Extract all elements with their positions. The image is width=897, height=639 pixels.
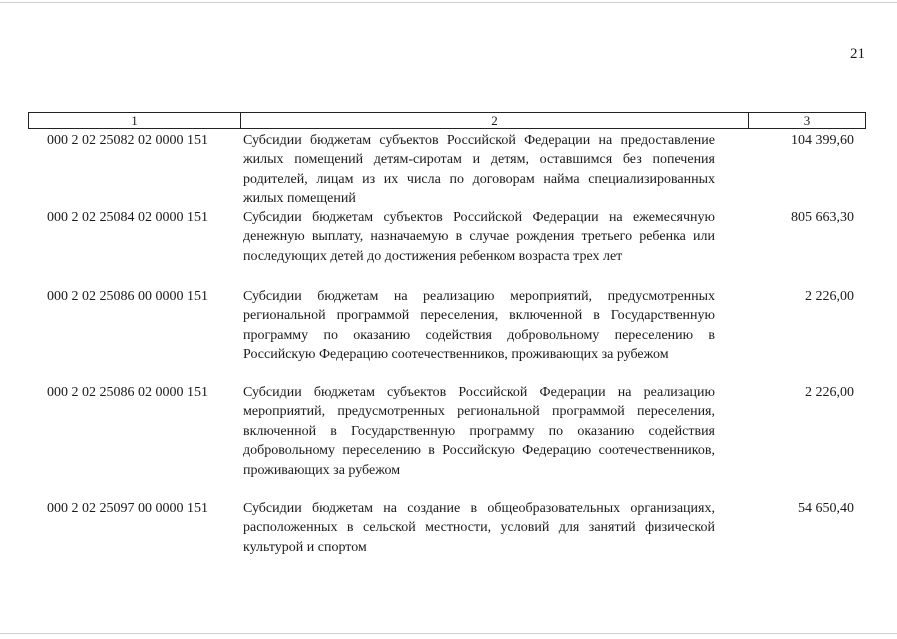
column-header-1: 1: [29, 113, 241, 128]
row-description: Субсидии бюджетам субъектов Российской Федерации на ежемесячную денежную выплату, назначаемую в случае рождения третьего ребенка или последующих детей до достижения ребенком возраста трех лет: [243, 210, 715, 264]
row-description: Субсидии бюджетам на создание в общеобразовательных организациях, расположенных в сельской местности, условий для занятий физической культурой и спортом: [243, 501, 715, 555]
column-header-3: 3: [803, 113, 811, 128]
row-amount: 805 663,30: [791, 210, 854, 225]
budget-code: 000 2 02 25082 02 0000 151: [47, 133, 208, 148]
row-description: Субсидии бюджетам на реализацию мероприятий, предусмотренных региональной программой переселения, включенной в Государственную программу по оказанию содействия добровольному переселению в Российскую Федерацию соотечественников, проживающих за рубежом: [243, 289, 715, 363]
budget-code: 000 2 02 25097 00 0000 151: [47, 501, 208, 516]
scan-bottom-edge: [0, 633, 897, 634]
table-header: [28, 112, 866, 129]
row-amount: 2 226,00: [805, 385, 854, 400]
row-amount: 2 226,00: [805, 289, 854, 304]
column-header-2: 2: [241, 113, 749, 128]
page-number: 21: [850, 46, 865, 62]
row-description: Субсидии бюджетам субъектов Российской Федерации на реализацию мероприятий, предусмотренных региональной программой переселения, включенной в Государственную программу по оказанию содействия добровольному переселению в Российскую Федерацию соотечественников, проживающих за рубежом: [243, 385, 715, 478]
budget-code: 000 2 02 25084 02 0000 151: [47, 210, 208, 225]
row-amount: 54 650,40: [798, 501, 854, 516]
budget-code: 000 2 02 25086 00 0000 151: [47, 289, 208, 304]
row-description: Субсидии бюджетам субъектов Российской Федерации на предоставление жилых помещений детям-сиротам и детям, оставшимся без попечения родителей, лицам из их числа по договорам найма специализированных жилых помещений: [243, 133, 715, 207]
budget-code: 000 2 02 25086 02 0000 151: [47, 385, 208, 400]
scan-top-edge: [0, 2, 897, 3]
row-amount: 104 399,60: [791, 133, 854, 148]
